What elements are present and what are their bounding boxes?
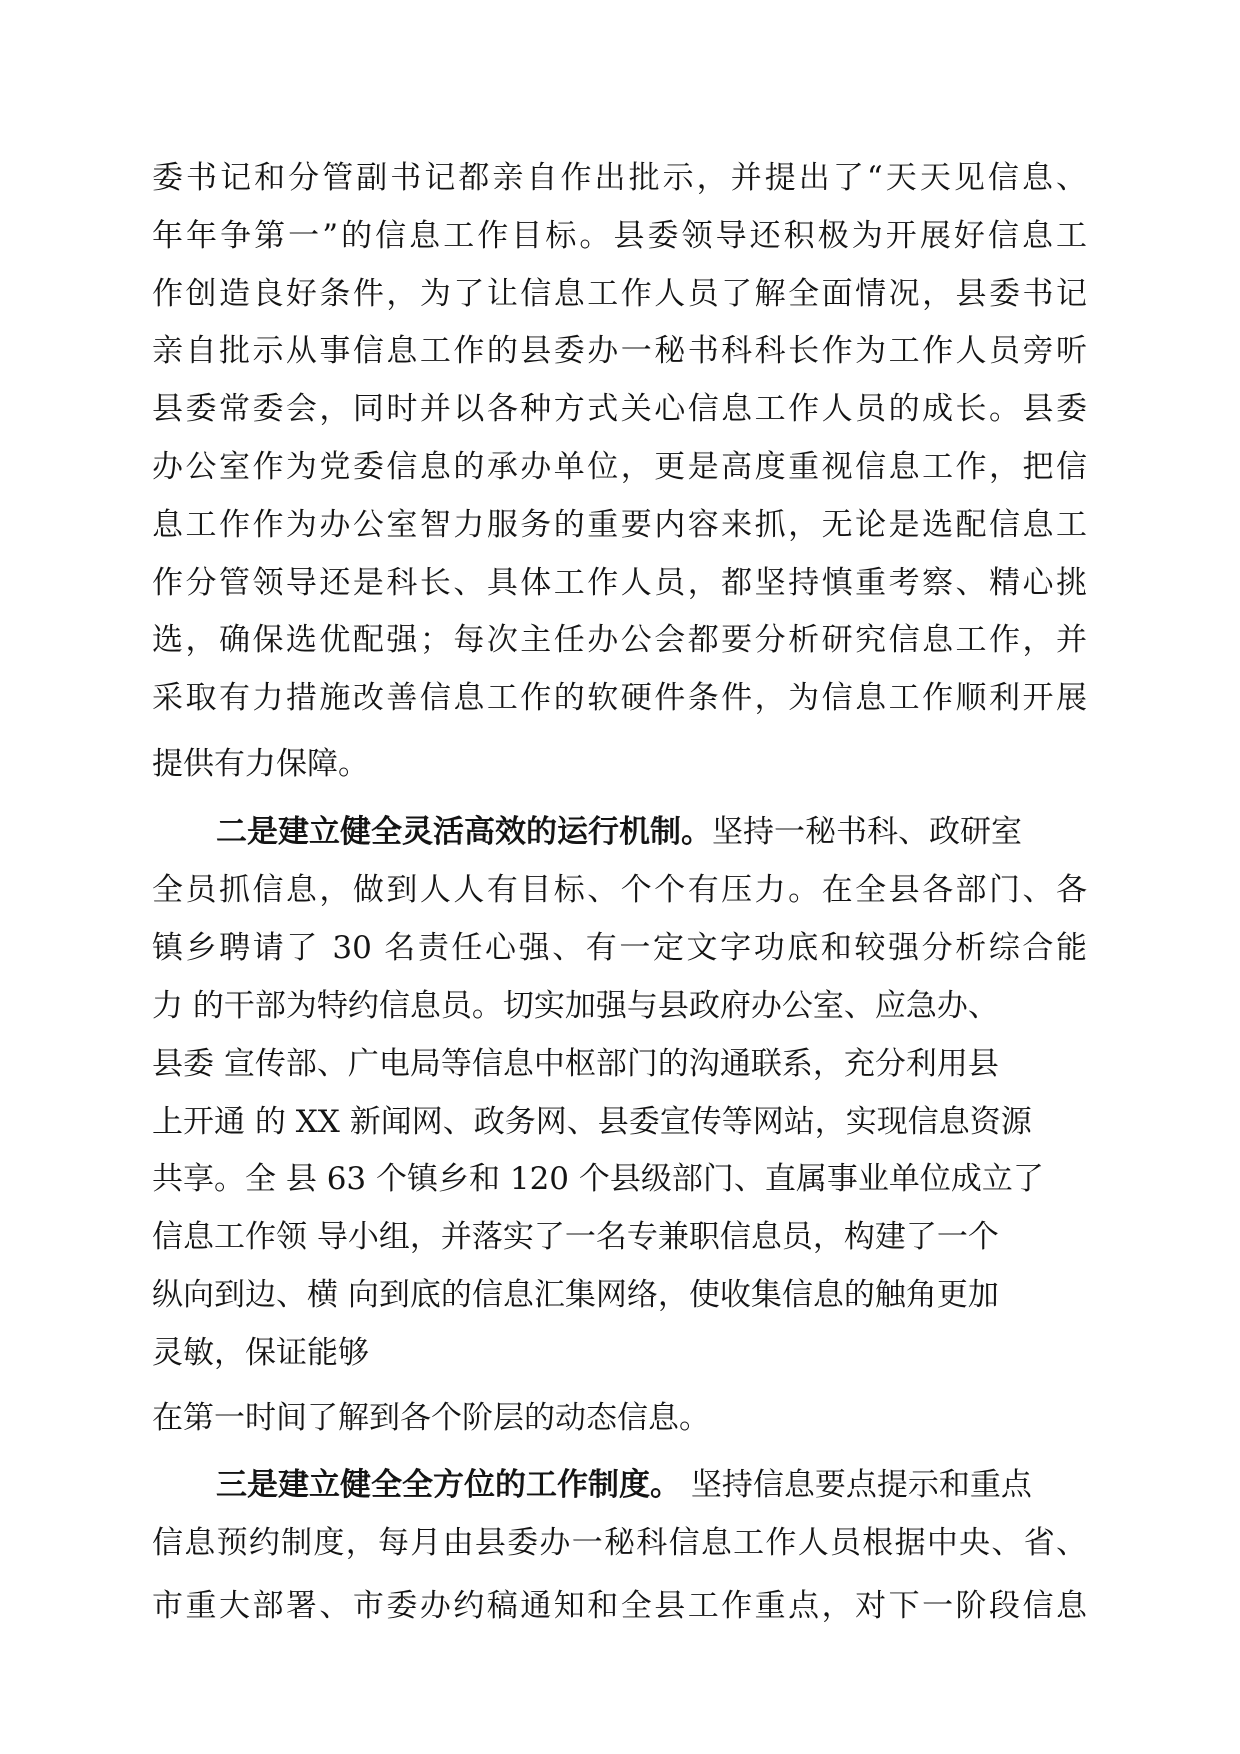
text-line: 上开通 的 XX 新闻网、政务网、县委宣传等网站，实现信息资源 — [152, 1104, 1032, 1140]
text-line: 在第一时间了解到各个阶层的动态信息。 — [152, 1400, 710, 1436]
text-line: 市重大部署、市委办约稿通知和全县工作重点，对下一阶段信息 — [152, 1588, 1087, 1624]
text-line: 信息工作领 导小组，并落实了一名专兼职信息员，构建了一个 — [152, 1219, 999, 1255]
text-line: 信息预约制度，每月由县委办一秘科信息工作人员根据中央、省、 — [152, 1525, 1087, 1561]
text-run: 坚持信息要点提示和重点 — [681, 1467, 1032, 1503]
text-line: 作创造良好条件，为了让信息工作人员了解全面情况，县委书记 — [152, 276, 1087, 312]
text-line: 灵敏，保证能够 — [152, 1335, 369, 1371]
text-line: 全员抓信息，做到人人有目标、个个有压力。在全县各部门、各 — [152, 872, 1087, 908]
paragraph-first-line — [216, 812, 1087, 852]
text-line: 年年争第一”的信息工作目标。县委领导还积极为开展好信息工 — [152, 218, 1087, 254]
text-line: 提供有力保障。 — [152, 746, 369, 782]
text-line: 息工作作为办公室智力服务的重要内容来抓，无论是选配信息工 — [152, 507, 1087, 543]
text-line: 纵向到边、横 向到底的信息汇集网络，使收集信息的触角更加 — [152, 1277, 999, 1313]
paragraph-first-line — [216, 1465, 1087, 1505]
section-heading: 三是建立健全全方位的工作制度。 — [216, 1467, 681, 1503]
section-heading: 二是建立健全灵活高效的运行机制。 — [216, 814, 712, 850]
text-line: 县委常委会，同时并以各种方式关心信息工作人员的成长。县委 — [152, 391, 1087, 427]
text-line: 采取有力措施改善信息工作的软硬件条件，为信息工作顺利开展 — [152, 680, 1087, 716]
text-line: 县委 宣传部、广电局等信息中枢部门的沟通联系，充分利用县 — [152, 1046, 999, 1082]
text-line: 选，确保选优配强；每次主任办公会都要分析研究信息工作，并 — [152, 622, 1087, 658]
text-line: 作分管领导还是科长、具体工作人员，都坚持慎重考察、精心挑 — [152, 565, 1087, 601]
text-line: 共享。全 县 63 个镇乡和 120 个县级部门、直属事业单位成立了 — [152, 1161, 1044, 1197]
text-line: 亲自批示从事信息工作的县委办一秘书科科长作为工作人员旁听 — [152, 333, 1087, 369]
text-run: 坚持一秘书科、政研室 — [712, 814, 1022, 850]
text-line: 镇乡聘请了 30 名责任心强、有一定文字功底和较强分析综合能 — [152, 930, 1087, 966]
text-line: 委书记和分管副书记都亲自作出批示，并提出了“天天见信息、 — [152, 160, 1087, 196]
text-line: 力 的干部为特约信息员。切实加强与县政府办公室、应急办、 — [152, 988, 999, 1024]
text-line: 办公室作为党委信息的承办单位，更是高度重视信息工作，把信 — [152, 449, 1087, 485]
